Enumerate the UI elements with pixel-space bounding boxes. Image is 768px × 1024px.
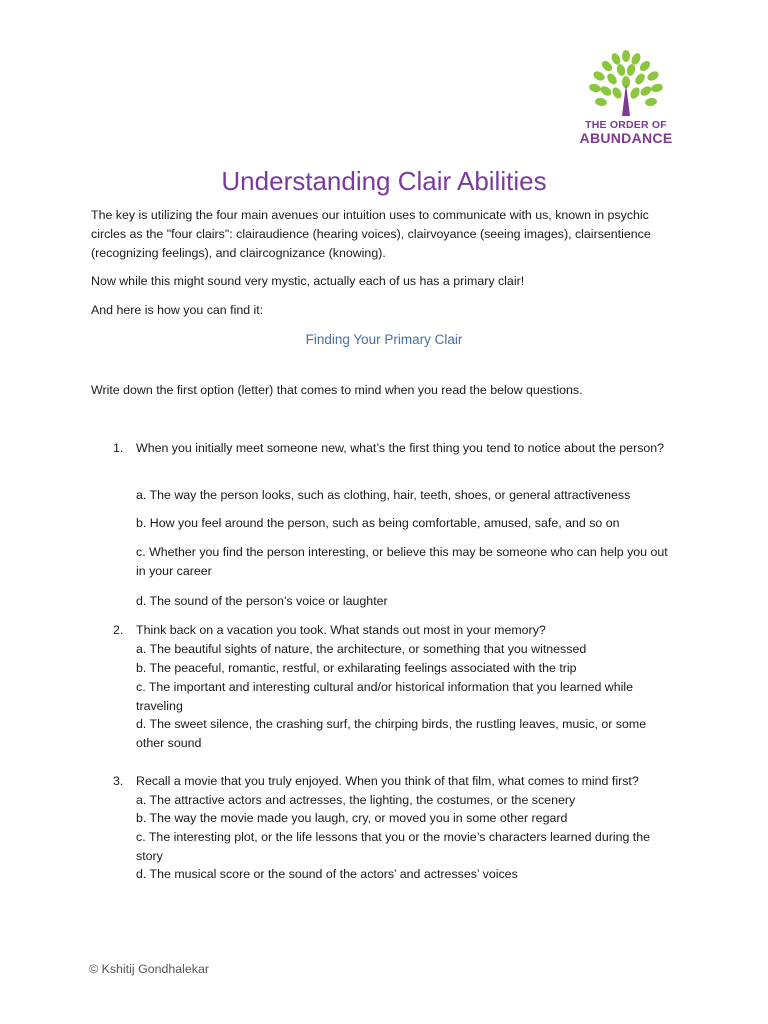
answer-option: a. The way the person looks, such as clothing, hair, teeth, shoes, or general attractiveness xyxy=(136,488,631,502)
tree-icon xyxy=(580,50,672,120)
answer-option: b. How you feel around the person, such as being comfortable, amused, safe, and so on xyxy=(136,516,620,530)
logo-text-line1: THE ORDER OF xyxy=(585,119,667,131)
order-of-abundance-logo xyxy=(574,50,678,150)
intro-paragraph: And here is how you can find it: xyxy=(91,303,264,317)
page-title: Understanding Clair Abilities xyxy=(221,166,547,196)
question-number: 3. xyxy=(113,774,124,788)
question-text: Think back on a vacation you took. What stands out most in your memory? xyxy=(136,623,546,637)
answer-option: a. The beautiful sights of nature, the architecture, or something that you witnessed xyxy=(136,642,587,656)
answer-option: c. Whether you find the person interesting, or believe this may be someone who can help you out in your career xyxy=(136,545,668,578)
question-text: Recall a movie that you truly enjoyed. When you think of that film, what comes to mind first? xyxy=(136,774,639,788)
question-text: When you initially meet someone new, what’s the first thing you tend to notice about the person? xyxy=(136,441,665,455)
answer-option: d. The musical score or the sound of the actors’ and actresses’ voices xyxy=(136,867,518,881)
answer-option: c. The interesting plot, or the life lessons that you or the movie’s characters learned during the story xyxy=(136,830,651,863)
section-subtitle: Finding Your Primary Clair xyxy=(305,332,463,347)
answer-option: b. The way the movie made you laugh, cry, or moved you in some other regard xyxy=(136,811,568,825)
answer-option: d. The sweet silence, the crashing surf, the chirping birds, the rustling leaves, music, or some other sound xyxy=(136,717,647,750)
answer-option: b. The peaceful, romantic, restful, or exhilarating feelings associated with the trip xyxy=(136,661,577,675)
intro-paragraph: The key is utilizing the four main avenues our intuition uses to communicate with us, known in psychic circles as the "four clairs": clairaudience (hearing voices), clairvoyance (seeing images), clairsentience (recognizing feelings), and claircognizance (knowing). xyxy=(91,208,651,260)
question-number: 2. xyxy=(113,623,124,637)
answer-option: c. The important and interesting cultural and/or historical information that you learned while traveling xyxy=(136,680,634,713)
logo-text-line2: ABUNDANCE xyxy=(579,130,673,146)
answer-option: d. The sound of the person’s voice or laughter xyxy=(136,594,388,608)
instruction-text: Write down the first option (letter) that comes to mind when you read the below questions. xyxy=(91,383,583,397)
copyright-footer: © Kshitij Gondhalekar xyxy=(89,962,210,976)
intro-paragraph: Now while this might sound very mystic, actually each of us has a primary clair! xyxy=(91,274,525,288)
answer-option: a. The attractive actors and actresses, the lighting, the costumes, or the scenery xyxy=(136,793,576,807)
question-number: 1. xyxy=(113,441,124,455)
